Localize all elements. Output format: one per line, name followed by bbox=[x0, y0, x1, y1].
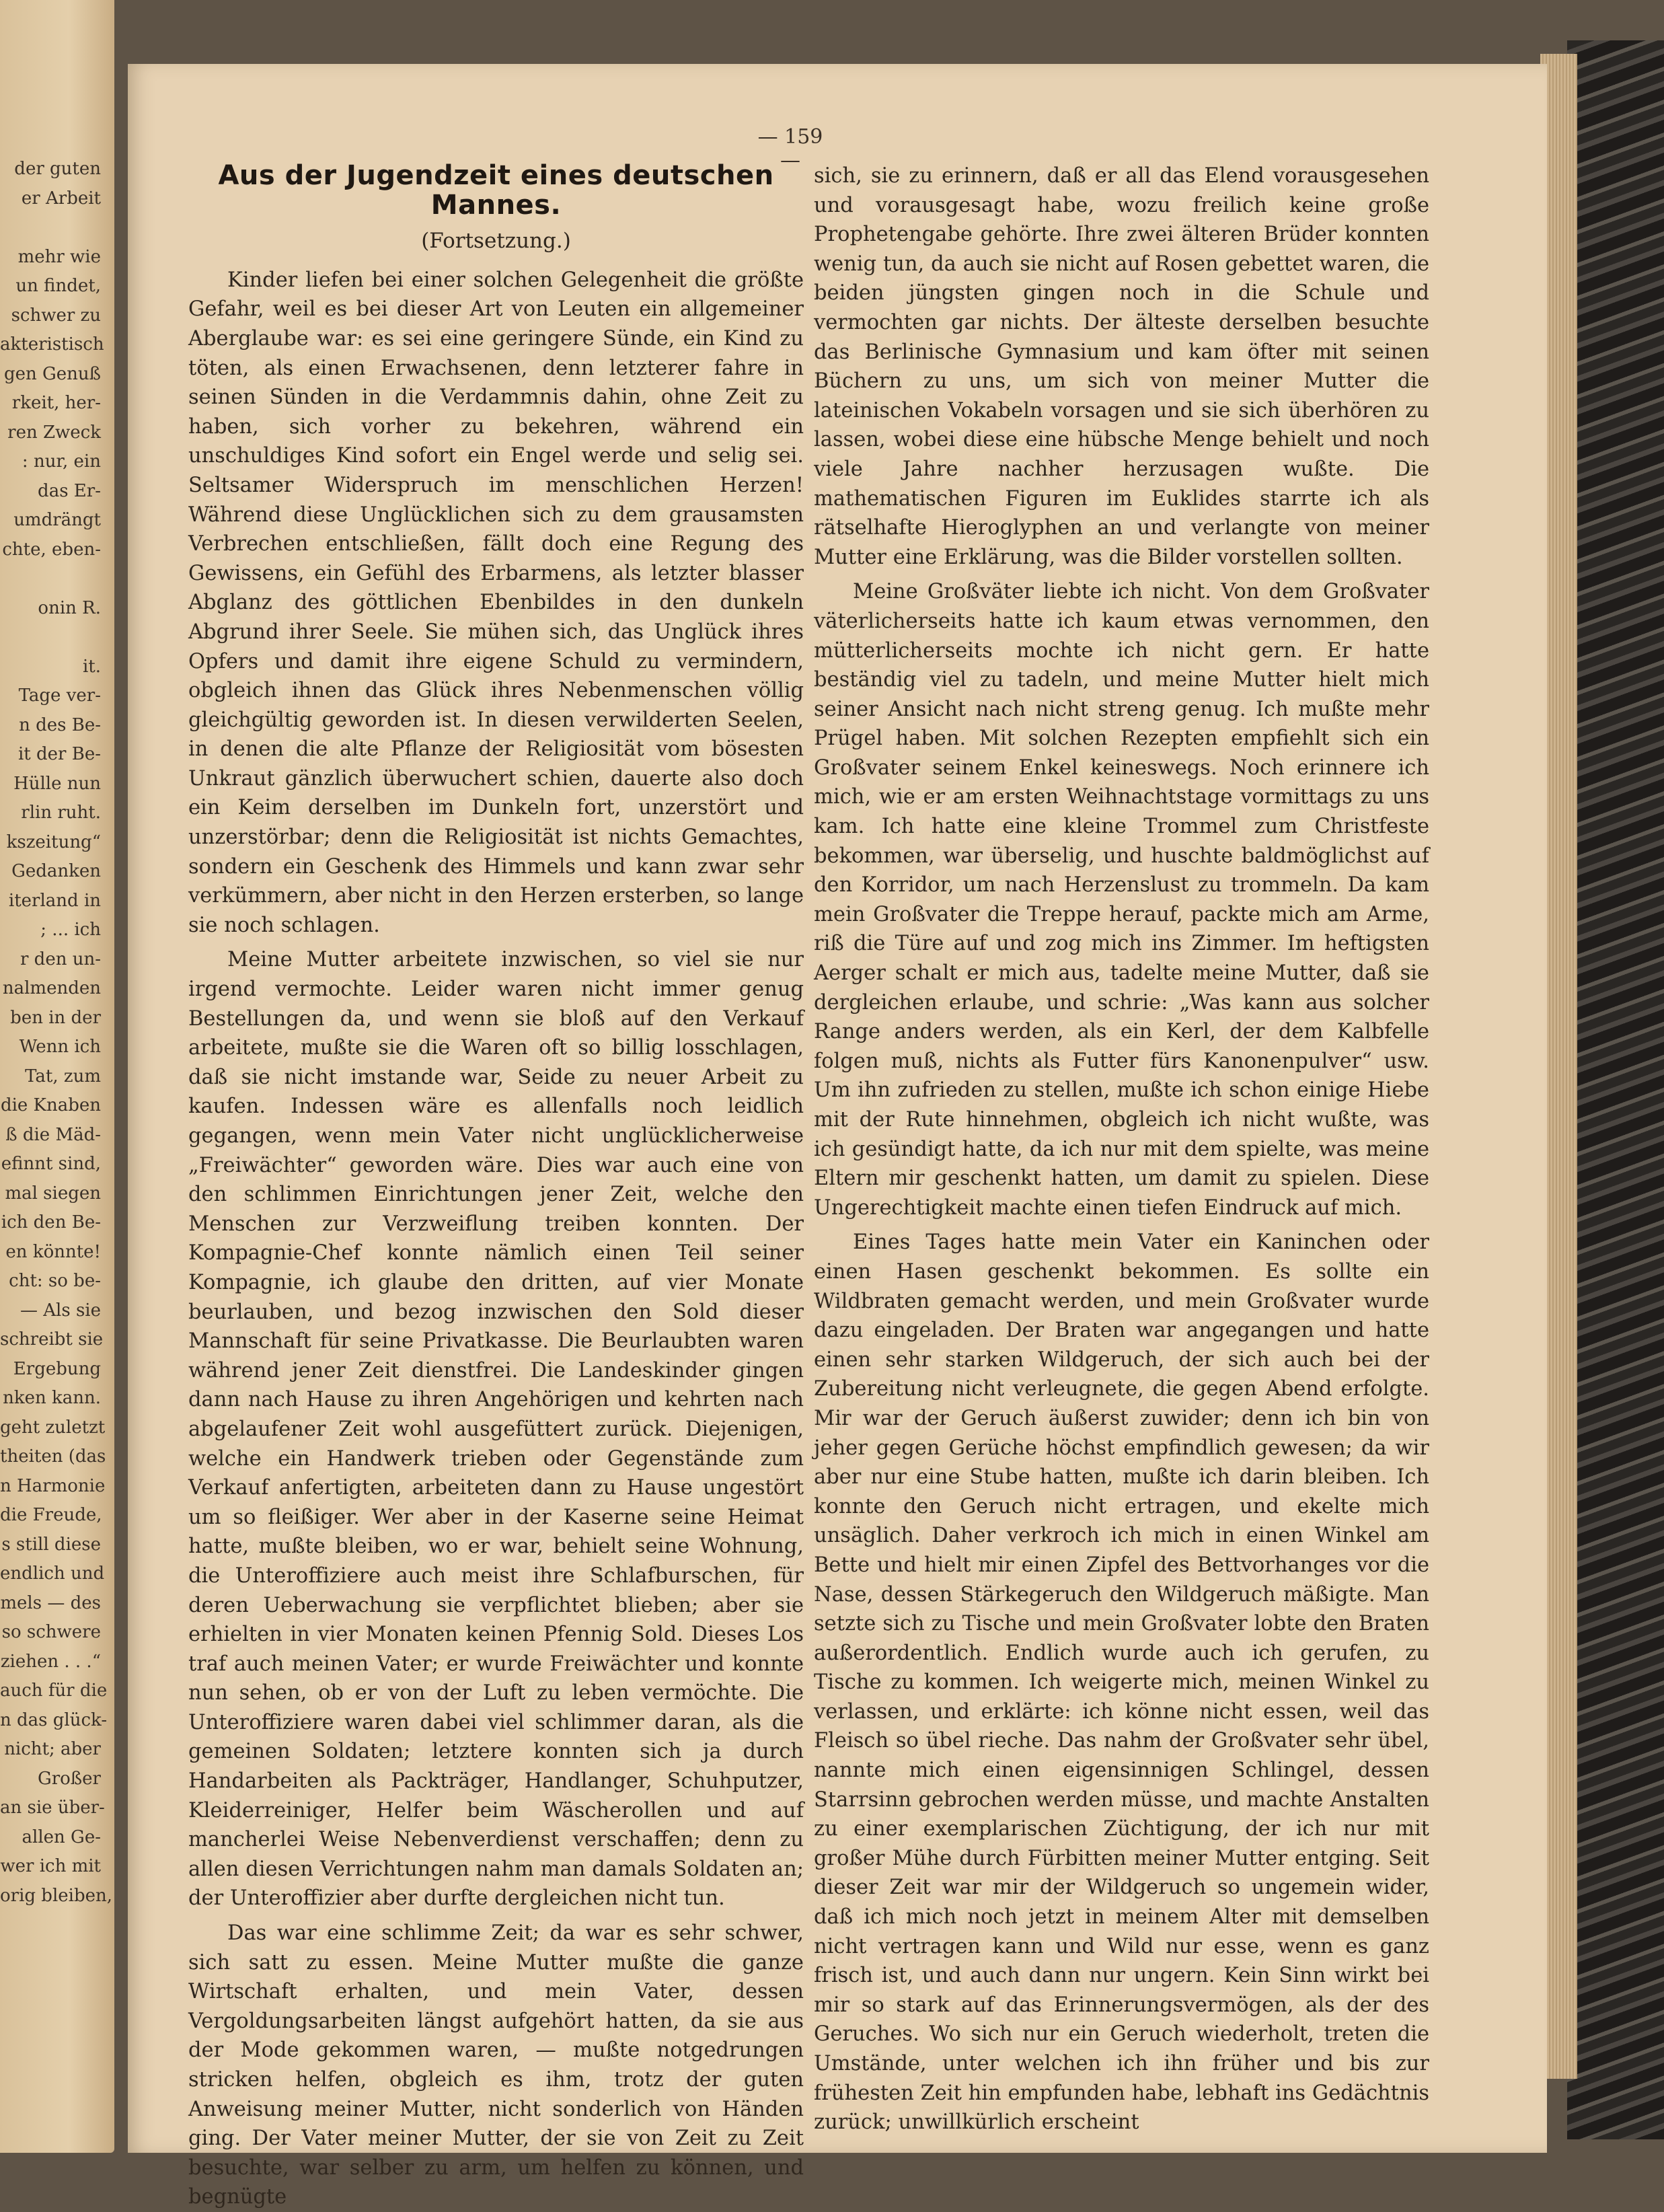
left-page-line: akteristisch bbox=[0, 334, 104, 355]
left-page-line: ren Zweck bbox=[7, 422, 101, 443]
left-page-line: ziehen . . .“ bbox=[0, 1651, 101, 1672]
left-page-line: Tat, zum bbox=[25, 1066, 101, 1086]
left-page-line: en könnte! bbox=[5, 1241, 101, 1262]
paragraph: Kinder liefen bei einer solchen Gelegenheit die größte Gefahr, weil es bei dieser Art von Leuten ein allgemeiner Aberglaube war: es sei eine geringere Sünde, ein Kind zu töten, als einen Erwachsenen, denn letzterer fahre in seinen Sünden in die Verdammnis dahin, ohne Zeit zu haben, sich vorher zu bekehren, während ein unschuldiges Kind sofort ein Engel werde und selig sei. Seltsamer Widerspruch im menschlichen Herzen! Während diese Unglücklichen sich zu dem grausamsten Verbrechen entschließen, fällt doch eine Regung des Gewissens, ein Gefühl des Erbarmens, als letzter blasser Abglanz des göttlichen Ebenbildes in den dunkeln Abgrund ihrer Seele. Sie mühen sich, das Unglück ihres Opfers und damit ihre eigene Schuld zu vermindern, obgleich ihnen das Glück ihres Nebenmenschen völlig gleichgültig geworden ist. In diesen verwilderten Seelen, in denen die alte Pflanze der Religiosität vom bösesten Unkraut gänzlich überwuchert schien, dauerte also doch ein Keim derselben im Dunkeln fort, unzerstört und unzerstörbar; denn die Religiosität ist nichts Gemachtes, sondern ein Geschenk des Himmels und kann zwar sehr verkümmern, aber nicht in den Herzen ersterben, so lange sie noch schlagen. bbox=[188, 268, 804, 937]
left-page-line: schwer zu bbox=[11, 305, 101, 326]
left-page-line: kszeitung“ bbox=[6, 832, 101, 852]
left-page-line: cht: so be- bbox=[9, 1271, 101, 1291]
left-page-line: ; ... ich bbox=[40, 920, 101, 940]
left-page-line bbox=[0, 623, 101, 653]
left-page-line: — Als sie bbox=[20, 1300, 101, 1321]
paragraph: Meine Großväter liebte ich nicht. Von dem Großvater väterlicherseits hatte ich kaum etwas vernommen, den mütterlicherseits mochte ich nicht gern. Er hatte beständig viel zu tadeln, und meine Mutter hielt mich seiner Ansicht nach nicht streng genug. Ich mußte mehr Prügel haben. Mit solchen Rezepten empfiehlt sich ein Großvater seinem Enkel keineswegs. Noch erinnere ich mich, wie er am ersten Weihnachtstage vormittags zu uns kam. Ich hatte eine kleine Trommel zum Christfeste bekommen, war überselig, und huschte baldmöglichst auf den Korridor, um nach Herzenslust zu trommeln. Da kam mein Großvater die Treppe herauf, packte mich am Arme, riß die Türe auf und zog mich ins Zimmer. Im heftigsten Aerger schalt er mich aus, tadelte meine Mutter, daß sie dergleichen erlaube, und schrie: „Was kann aus solcher Range anders werden, als ein Kerl, der dem Kalbfelle folgen muß, nichts als Futter fürs Kanonenpulver“ usw. Um ihn zufrieden zu stellen, mußte ich schon einige Hiebe mit der Rute hinnehmen, obgleich ich nicht wußte, was ich gesündigt hatte, da ich nur mit dem spielte, was meine Eltern mir geschenkt hatten, um damit zu spielen. Diese Ungerechtigkeit machte einen tiefen Eindruck auf mich. bbox=[814, 580, 1429, 1220]
left-page-line: it. bbox=[82, 656, 101, 677]
paragraph: Das war eine schlimme Zeit; da war es sehr schwer, sich satt zu essen. Meine Mutter mußte die ganze Wirtschaft erhalten, und mein Vater, dessen Vergoldungsarbeiten längst aufgehört hatten, da sie aus der Mode gekommen waren, — mußte notgedrungen stricken helfen, obgleich es ihm, trotz der guten Anweisung meiner Mutter, nicht sonderlich von Händen ging. Der Vater meiner Mutter, der sie von Zeit zu Zeit besuchte, war selber zu arm, um helfen zu können, und begnügte bbox=[188, 1921, 804, 2209]
left-page-line: n Harmonie bbox=[0, 1475, 106, 1496]
left-page-line: endlich und bbox=[0, 1563, 105, 1584]
left-page-line: Großer bbox=[37, 1768, 101, 1789]
left-page-line: chte, eben- bbox=[2, 539, 101, 560]
left-page-line: Wenn ich bbox=[19, 1037, 101, 1057]
left-page-line: : nur, ein bbox=[22, 451, 101, 472]
left-column bbox=[188, 161, 804, 2212]
left-page-line: das Er- bbox=[38, 480, 101, 501]
left-page-line: ben in der bbox=[10, 1007, 101, 1028]
left-page-line: wer ich mit bbox=[0, 1856, 101, 1876]
left-page-line: orig bleiben, bbox=[0, 1885, 113, 1906]
left-page-line: Hülle nun bbox=[13, 773, 101, 794]
left-page-line: mal siegen bbox=[5, 1183, 101, 1204]
left-page-line: nalmenden bbox=[2, 978, 101, 998]
left-page-line: rlin ruht. bbox=[21, 803, 101, 823]
left-page-line: it der Be- bbox=[17, 744, 101, 764]
paragraph: sich, sie zu erinnern, daß er all das Elend vorausgesehen und vorausgesagt habe, wozu freilich keine große Prophetengabe gehörte. Ihre zwei älteren Brüder konnten wenig tun, da auch sie nicht auf Rosen gebettet waren, die beiden jüngsten gingen noch in die Schule und vermochten gar nichts. Der älteste derselben besuchte das Berlinische Gymnasium und kam öfter mit seinen Büchern zu uns, um sich von meiner Mutter die lateinischen Vokabeln vorsagen und sie sich überhören zu lassen, wobei diese eine hübsche Menge behielt und noch viele Jahre nachher herzusagen wußte. Die mathematischen Figuren im Euklides starrte ich als rätselhafte Hieroglyphen an und verlangte von meiner Mutter eine Erklärung, was die Bilder vorstellen sollten. bbox=[814, 164, 1429, 569]
left-page-line: er Arbeit bbox=[21, 188, 101, 209]
left-page-line: un findet, bbox=[15, 276, 101, 296]
left-page-line: Gedanken bbox=[11, 861, 101, 881]
left-page-line: der guten bbox=[14, 159, 101, 179]
left-page-line: Ergebung bbox=[13, 1358, 101, 1379]
left-page-line: ß die Mäd- bbox=[5, 1124, 101, 1145]
left-page-line: n des Be- bbox=[19, 714, 101, 735]
left-page-line: rkeit, her- bbox=[11, 393, 101, 413]
paragraph: Eines Tages hatte mein Vater ein Kaninchen oder einen Hasen geschenkt bekommen. Es sollte ein Wildbraten gemacht werden, und mein Großvater wurde dazu eingeladen. Der Braten war angegangen und hatte einen sehr starken Wildgeruch, der sich auch bei der Zubereitung nicht verleugnete, die gegen Abend erfolgte. Mir war der Geruch äußerst zuwider; denn ich bin von jeher gegen Gerüche höchst empfindlich gewesen; da wir aber nur eine Stube hatten, mußte ich darin bleiben. Ich konnte den Geruch nicht ertragen, und ekelte mich unsäglich. Daher verkroch ich mich in einen Winkel am Bette und hielt mir einen Zipfel des Bettvorhanges vor die Nase, dessen Stärkegeruch den Wildgeruch mäßigte. Man setzte sich zu Tische und mein Großvater lobte den Braten außerordentlich. Endlich wurde auch ich gerufen, zu Tische zu kommen. Ich weigerte mich, meinen Winkel zu verlassen, und erklärte: ich könne nicht essen, weil das Fleisch so übel rieche. Das nahm der Großvater sehr übel, nannte mich einen eigensinnigen Schlingel, dessen Starrsinn gebrochen werden müsse, und machte Anstalten zu einer exemplarischen Züchtigung, der ich nur mit großer Mühe durch Fürbitten meiner Mutter entging. Seit dieser Zeit war mir der Wildgeruch so ungemein wider, daß ich mich noch jetzt in meinem Alter mit demselben nicht vertragen kann und Wild nur esse, wenn es ganz frisch ist, und auch dann nur ungern. Kein Sinn wirkt bei mir so stark auf das Erinnerungsvermögen, als der des Geruches. Wo sich nur ein Geruch wiederholt, treten die Umstände, unter welchen ich ihn früher und bis zur frühesten Zeit hin empfunden habe, lebhaft ins Gedächtnis zurück; unwillkürlich erscheint bbox=[814, 1230, 1429, 2135]
left-page-line: onin R. bbox=[38, 597, 101, 618]
left-page-line: gen Genuß bbox=[3, 363, 101, 384]
left-page-line: nken kann. bbox=[3, 1388, 101, 1408]
left-page-line bbox=[0, 564, 101, 594]
left-page-line: n das glück- bbox=[0, 1709, 108, 1730]
left-page-line: allen Ge- bbox=[22, 1827, 101, 1847]
left-page bbox=[0, 0, 114, 2153]
left-page-text bbox=[0, 155, 113, 1911]
left-page-line: auch für die bbox=[0, 1681, 108, 1701]
left-page-line: r den un- bbox=[20, 949, 101, 969]
left-page-line: mehr wie bbox=[17, 246, 101, 267]
left-page-line: schreibt sie bbox=[0, 1329, 104, 1350]
paragraph: Meine Mutter arbeitete inzwischen, so viel sie nur irgend vermochte. Leider waren nicht immer genug Bestellungen da, und wenn sie bloß auf den Verkauf arbeitete, mußte sie die Waren oft so billig losschlagen, daß sie nicht imstande war, Seide zu neuer Arbeit zu kaufen. Indessen wäre es allenfalls noch leidlich gegangen, wenn mein Vater nicht unglücklicherweise „Freiwächter“ geworden wäre. Dies war auch eine von den schlimmen Einrichtungen jener Zeit, welche den Menschen zur Verzweiflung treiben konnten. Der Kompagnie-Chef konnte nämlich einen Teil seiner Kompagnie, ich glaube den dritten, auf vier Monate beurlauben, und bezog inzwischen den Sold dieser Mannschaft für seine Privatkasse. Die Beurlaubten waren während jener Zeit dienstfrei. Die Landeskinder gingen dann nach Hause zu ihren Angehörigen und kehrten nach abgelaufener Zeit wohl ausgefüttert zurück. Diejenigen, welche ein Handwerk trieben oder Gegenstände zum Verkauf anfertigten, arbeiteten dann zu Hause ungestört um so fleißiger. Wer aber in der Kaserne seine Heimat hatte, mußte bleiben, wo er war, behielt seine Wohnung, die Unteroffiziere auch meist ihre Schlafburschen, für deren Ueberwachung sie verpflichtet blieben; aber sie erhielten in vier Monaten keinen Pfennig Sold. Dieses Los traf auch meinen Vater; er wurde Freiwächter und konnte nun sehen, ob er von der Luft zu leben vermöchte. Die Unteroffiziere waren dabei viel schlimmer daran, als die gemeinen Soldaten; letztere konnten sich ja durch Handarbeiten als Packträger, Handlanger, Schuhputzer, Kleiderreiniger, Helfer beim Wäscherollen und auf mancherlei Weise Nebenverdienst verschaffen; denn zu allen diesen Verrichtungen nahm man damals Soldaten an; der Unteroffizier aber durfte dergleichen nicht tun. bbox=[188, 948, 804, 1911]
left-page-line: ich den Be- bbox=[1, 1212, 101, 1232]
left-page-line: die Freude, bbox=[0, 1505, 102, 1525]
left-page-line: so schwere bbox=[1, 1622, 101, 1642]
left-page-line: die Knaben bbox=[0, 1095, 101, 1115]
right-column bbox=[814, 161, 1429, 2137]
left-page-line: theiten (das bbox=[0, 1446, 106, 1467]
left-page-line bbox=[0, 213, 101, 243]
article-title: Aus der Jugendzeit eines deutschen Mannes. bbox=[218, 160, 774, 221]
article-subtitle: (Fortsetzung.) bbox=[421, 229, 571, 254]
left-page-line: mels — des bbox=[0, 1592, 101, 1613]
left-page-line: s still diese bbox=[1, 1534, 101, 1555]
book-cover-edge bbox=[1567, 40, 1664, 2139]
left-page-line: geht zuletzt bbox=[0, 1417, 106, 1438]
left-page-line: an sie über- bbox=[0, 1798, 105, 1818]
left-page-line: umdrängt bbox=[13, 510, 101, 530]
left-page-line: Tage ver- bbox=[18, 686, 101, 706]
left-page-line: nicht; aber bbox=[4, 1739, 101, 1759]
page-number: — 159 — bbox=[757, 125, 823, 172]
left-page-line: iterland in bbox=[8, 890, 101, 911]
left-page-line: efinnt sind, bbox=[1, 1154, 101, 1174]
